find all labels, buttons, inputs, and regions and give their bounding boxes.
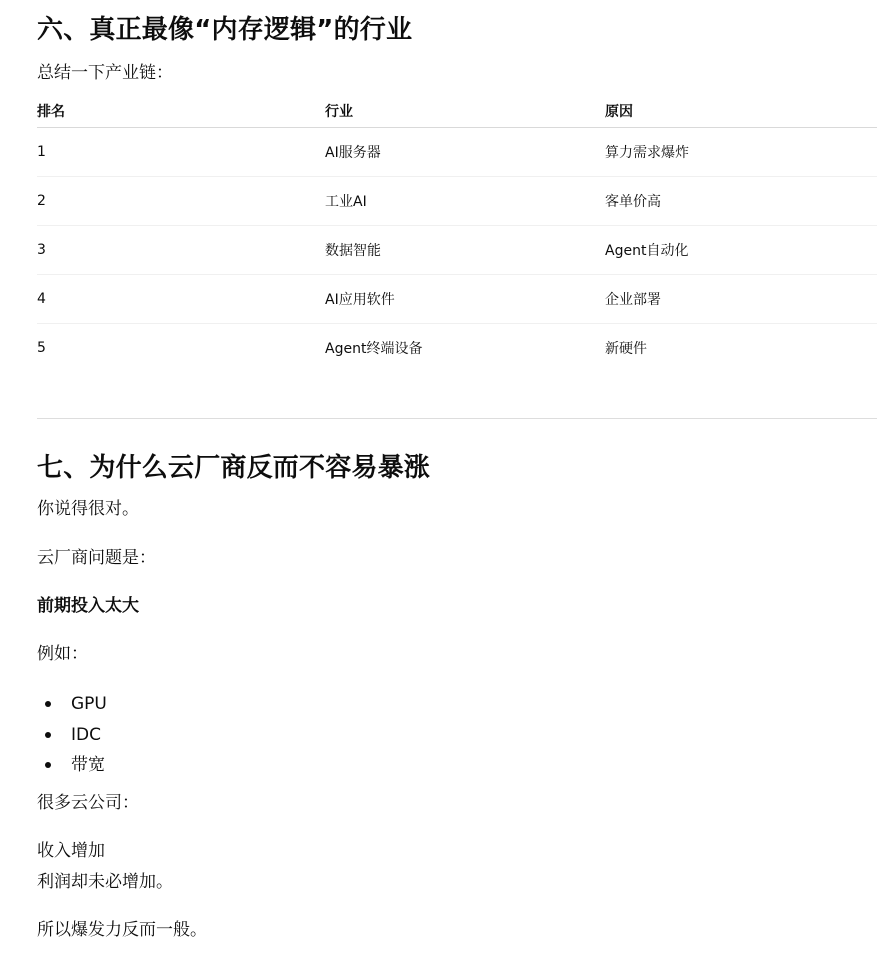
- bullet-icon: [45, 701, 51, 707]
- column-header-industry: 行业: [325, 94, 605, 128]
- table-row: [37, 177, 877, 226]
- bullet-icon: [45, 762, 51, 768]
- table-row: [37, 226, 877, 275]
- industry-ranking-table: [37, 94, 877, 372]
- list-item: [37, 689, 107, 720]
- list-item: [37, 720, 107, 751]
- paragraph-line: 利润却未必增加。: [37, 872, 173, 892]
- cell-rank: 1: [37, 128, 325, 177]
- cell-reason: 客单价高: [605, 177, 877, 226]
- cell-industry: Agent终端设备: [325, 341, 423, 357]
- bullet-list: [37, 689, 107, 781]
- cell-reason: 企业部署: [605, 275, 877, 324]
- paragraph: 云厂商问题是：: [37, 548, 156, 568]
- paragraph: 你说得很对。: [37, 499, 139, 519]
- cell-reason: 算力需求爆炸: [605, 128, 877, 177]
- section-intro: 总结一下产业链：: [37, 63, 173, 83]
- cell-industry: AI应用软件: [325, 275, 605, 324]
- table-row: [37, 128, 877, 177]
- table-header-row: [37, 94, 877, 128]
- cell-reason: Agent自动化: [605, 226, 877, 275]
- list-item: [37, 750, 107, 781]
- bullet-icon: [45, 732, 51, 738]
- cell-reason: 新硬件: [605, 341, 647, 357]
- cell-industry: AI服务器: [325, 128, 605, 177]
- paragraph: 例如：: [37, 644, 88, 664]
- paragraph-line: 收入增加: [37, 841, 105, 861]
- list-item-text: 带宽: [71, 755, 105, 775]
- table-row: [37, 275, 877, 324]
- cell-rank: 4: [37, 275, 325, 324]
- section-divider: [37, 418, 877, 419]
- column-header-reason: 原因: [605, 94, 877, 128]
- cell-rank: 3: [37, 226, 325, 275]
- section-heading-cloud-vendors: 七、为什么云厂商反而不容易暴涨: [37, 453, 431, 483]
- table-row: [37, 324, 877, 373]
- cell-rank: 5: [37, 340, 46, 356]
- paragraph: 很多云公司：: [37, 793, 139, 813]
- paragraph: 所以爆发力反而一般。: [37, 920, 207, 940]
- bold-paragraph: 前期投入太大: [37, 596, 139, 616]
- cell-industry: 数据智能: [325, 226, 605, 275]
- column-header-rank: 排名: [37, 94, 325, 128]
- list-item-text: IDC: [71, 724, 101, 745]
- list-item-text: GPU: [71, 694, 107, 714]
- cell-rank: 2: [37, 177, 325, 226]
- section-heading-industries: 六、真正最像“内存逻辑”的行业: [37, 15, 413, 45]
- cell-industry: 工业AI: [325, 177, 605, 226]
